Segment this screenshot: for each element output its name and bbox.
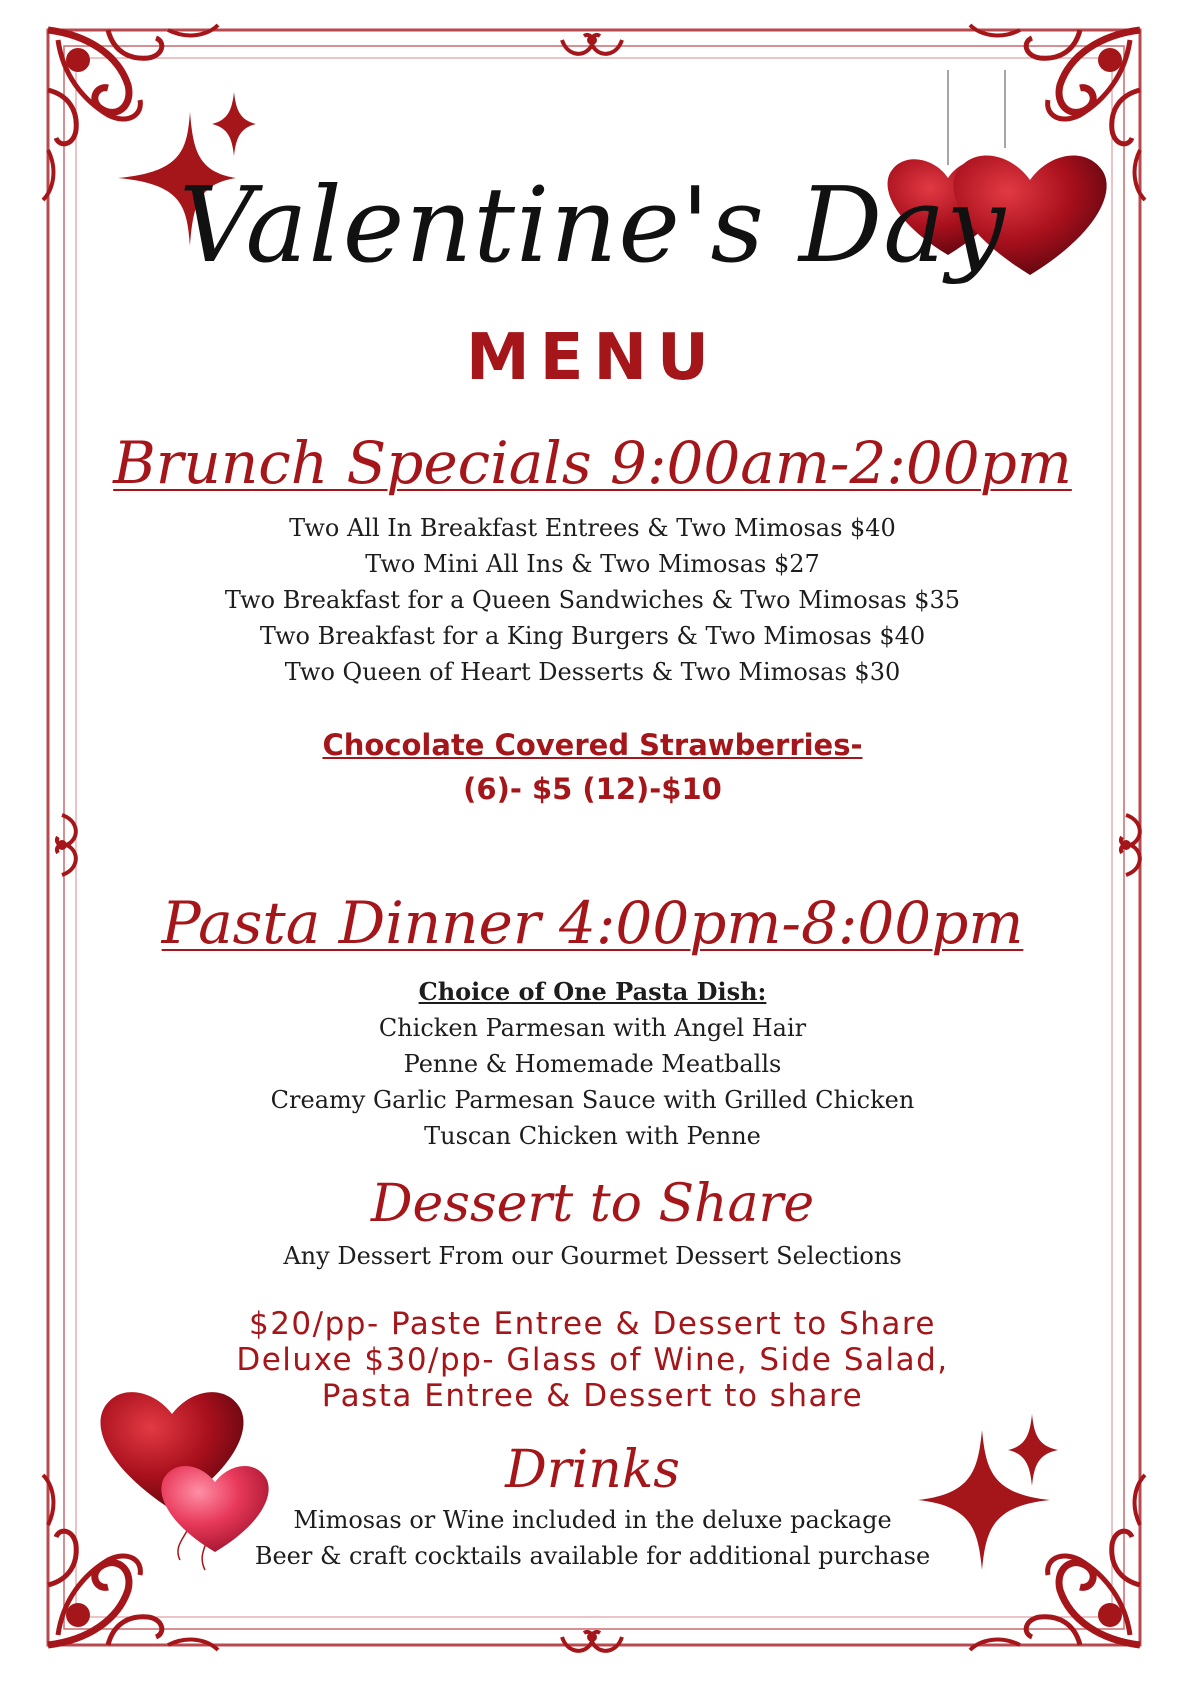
- pasta-item: Chicken Parmesan with Angel Hair: [378, 1014, 807, 1042]
- strawberries-price: (6)- $5 (12)-$10: [463, 772, 722, 806]
- pricing-line: $20/pp- Paste Entree & Dessert to Share: [248, 1306, 937, 1342]
- pasta-choice-label: Choice of One Pasta Dish:: [418, 977, 767, 1006]
- pasta-item: Tuscan Chicken with Penne: [424, 1122, 761, 1150]
- brunch-item: Two Breakfast for a King Burgers & Two Mimosas $40: [259, 622, 926, 650]
- drinks-item: Beer & craft cocktails available for additional purchase: [254, 1542, 931, 1570]
- pricing-line: Pasta Entree & Dessert to share: [321, 1378, 864, 1414]
- brunch-item: Two Queen of Heart Desserts & Two Mimosas $30: [284, 658, 901, 686]
- dessert-heading: Dessert to Share: [370, 1174, 815, 1234]
- brunch-item: Two Mini All Ins & Two Mimosas $27: [365, 550, 820, 578]
- brunch-heading: Brunch Specials 9:00am-2:00pm: [113, 429, 1072, 497]
- drinks-heading: Drinks: [505, 1440, 680, 1500]
- pasta-heading: Pasta Dinner 4:00pm-8:00pm: [161, 889, 1024, 957]
- dessert-text: Any Dessert From our Gourmet Dessert Selections: [283, 1242, 902, 1270]
- drinks-item: Mimosas or Wine included in the deluxe package: [293, 1506, 892, 1534]
- strawberries-title: Chocolate Covered Strawberries-: [322, 728, 863, 762]
- page-title: Valentine's Day: [178, 164, 1007, 286]
- brunch-item: Two Breakfast for a Queen Sandwiches & Two Mimosas $35: [224, 586, 961, 614]
- menu-subtitle: MENU: [466, 321, 719, 395]
- pasta-item: Creamy Garlic Parmesan Sauce with Grilled Chicken: [270, 1086, 915, 1114]
- pasta-item: Penne & Homemade Meatballs: [403, 1050, 782, 1078]
- pricing-line: Deluxe $30/pp- Glass of Wine, Side Salad,: [236, 1342, 949, 1378]
- brunch-item: Two All In Breakfast Entrees & Two Mimosas $40: [289, 514, 896, 542]
